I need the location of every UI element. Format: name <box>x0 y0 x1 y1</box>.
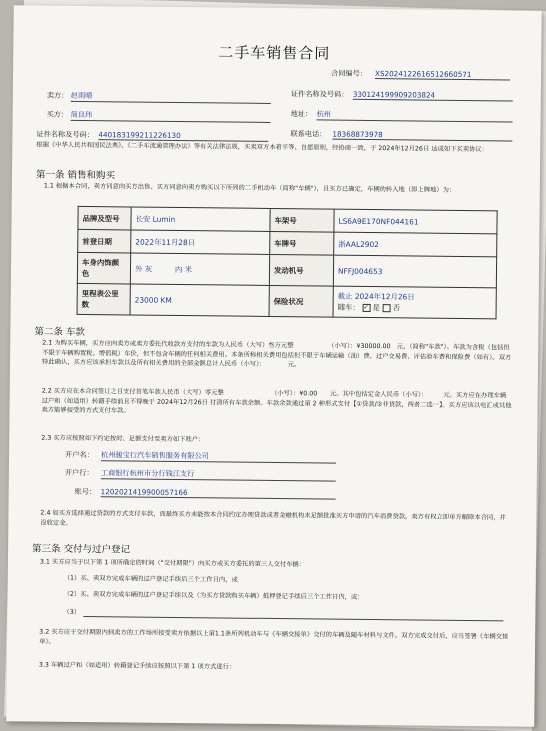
insurance-value <box>333 286 496 319</box>
insurance-label: 保险状况 <box>269 285 333 317</box>
phone: 18368873978 <box>332 130 512 142</box>
address: 杭州 <box>317 109 513 122</box>
address-label: 地址： <box>290 109 313 119</box>
seller-cert: 330124199909203824 <box>353 90 513 102</box>
buyer-cert: 440183199211226130 <box>98 130 268 142</box>
seller-label: 卖方： <box>46 90 69 100</box>
account: 1202021419900057166 <box>101 487 336 499</box>
buyer-label: 买方： <box>46 109 69 119</box>
engine-value: NFFJ004653 <box>333 255 496 288</box>
article-1-1: 1.1 根据本合同，卖方同意向买方出售、买方同意向卖方购买以下所列的二手机动车（简称"车辆"），且买方已确定，车辆的转入地（即上牌地）为： <box>43 182 456 194</box>
vin-label: 车架号 <box>270 208 334 232</box>
article-3-title: 第三条 交付与过户登记 <box>32 543 131 556</box>
engine-label: 发动机号 <box>269 254 333 286</box>
article-3-1-option-3: （3） <box>63 608 81 616</box>
intro-paragraph: 根据《中华人民共和国民法典》、《二手车流通管理办法》等有关法律法规，买卖双方本着平等、自愿原则，经协商一致，于 2024年12月26日 达成如下买卖协议： <box>36 141 488 154</box>
color-value <box>130 253 269 285</box>
contract-page <box>6 5 541 726</box>
option-3-blank-line <box>83 616 503 621</box>
color-exterior: 外 灰 <box>134 264 153 274</box>
phone-label: 联系电话： <box>290 129 327 139</box>
vin-value: LS6A9E170NF044161 <box>334 209 497 234</box>
brand-value: 长安 Lumin <box>131 207 270 231</box>
article-3-1: 3.1 买方应当于以下第 1 项所确定的时间（"交付期限"）向买方或买方委托的第三人交付车辆： <box>39 558 306 569</box>
article-2-2: 2.2 买方应在本合同签订之日支付首笔车款人民币（大写）零元整 （小写）：¥0.00 元。其中包括定金人民币（小写）： 元。买方应在办理车辆过户和（如适用）转籍手续前且不得晚于 2024年12月26日 付清所有车款余额。车款余款通过第 2 种形式支付【①贷款/②非贷款，两者二选一】。买方应该以电汇或其他卖方能够接受的方式支付车款。 <box>41 387 512 415</box>
bank-name-label: 开户名： <box>65 449 94 460</box>
contract-no: XS2024122616512660571 <box>375 69 510 80</box>
article-2-1: 2.1 为购买车辆，买方应向卖方或卖方委托代收款方支付的车款为人民币（大写）叁万元整 （小写）：¥30000.00 元，（简称"车款"）。车款为含税（包括但不限于车辆购置税、增值税）车价，但不包含车辆的任何相关费用。本条所称相关费用包括但不限于车辆运输（油）费、过户交易费、评估验车费和保险费（如有）。双方特此确认，买方应该承担车款以及所有相关费用的全部金额总计人民币（小写）： 元。 <box>41 339 512 369</box>
plate-value: 浙AAL2902 <box>334 232 497 257</box>
reg-date-label: 首登日期 <box>78 229 131 253</box>
brand-label: 品牌及型号 <box>78 206 131 230</box>
article-3-1-option-1: （1）买、卖双方完成车辆的过户登记手续后三个工作日内，或 <box>63 574 238 584</box>
article-3-1-option-2: （2）买、卖双方完成车辆的过户登记手续以及（为买方贷款购买车辆）抵押登记手续后三个工作日内，或： <box>63 590 364 601</box>
color-interior: 内 米 <box>174 264 193 274</box>
article-2-title: 第二条 车款 <box>34 326 85 339</box>
article-2-3: 2.3 买方应按照如下约定按时、足额支付至卖方如下账户： <box>41 434 205 444</box>
color-label: 车身内饰颜色 <box>77 252 130 284</box>
bank-name: 杭州骏宝行汽车销售服务有限公司 <box>101 450 336 463</box>
seller-name: 赵雨晴 <box>71 91 271 104</box>
reg-date-value: 2022年11月28日 <box>131 230 270 254</box>
article-3-3: 3.3 车辆过户和（如适用）转籍登记手续应按照以下第 1 项方式进行： <box>38 661 236 671</box>
bank: 工商银行杭州市分行钱江支行 <box>101 468 336 481</box>
bank-label: 开户行： <box>64 467 94 478</box>
contract-no-label: 合同编号： <box>331 68 368 78</box>
plate-label: 车牌号 <box>270 231 334 255</box>
buyer-name: 简良玮 <box>71 110 271 123</box>
seller-cert-label: 证件名称及号码： <box>290 89 349 99</box>
mileage-label: 里程表公里数 <box>77 283 130 315</box>
insurance-deadline: 截止 2024年12月26日 <box>337 291 415 302</box>
checkbox-no <box>382 304 390 312</box>
buyer-cert-label: 证件名称及号码： <box>36 129 94 140</box>
article-2-4: 2.4 如买方选择通过贷款的方式支付车款，而最终买方未能按本合同约定办理贷款或者金融机构未足额批准买方申请的汽车消费贷款，卖方有权立即单方解除本合同，并没收定金。 <box>40 509 506 527</box>
checkbox-yes: ✓ <box>363 303 369 311</box>
vehicle-info-table <box>77 206 498 319</box>
page-title: 二手车销售合同 <box>218 43 331 63</box>
account-label: 账号： <box>74 486 97 497</box>
checkbox-no-label: 否 <box>392 303 401 313</box>
checkbox-yes-label: 是 <box>372 303 380 313</box>
mileage-value: 23000 KM <box>130 284 269 316</box>
article-3-2: 3.2 买方应于交付期限内到卖方的工作场所接受卖方依据以上第1.1条所列机动车与《车辆交接单》交付的车辆及随车材料与文件。双方完成交付后，应当签署《车辆交接单》。 <box>39 628 509 646</box>
article-1-title: 第一条 销售和购买 <box>35 169 116 182</box>
insurance-with-label: 随车： <box>337 302 360 312</box>
